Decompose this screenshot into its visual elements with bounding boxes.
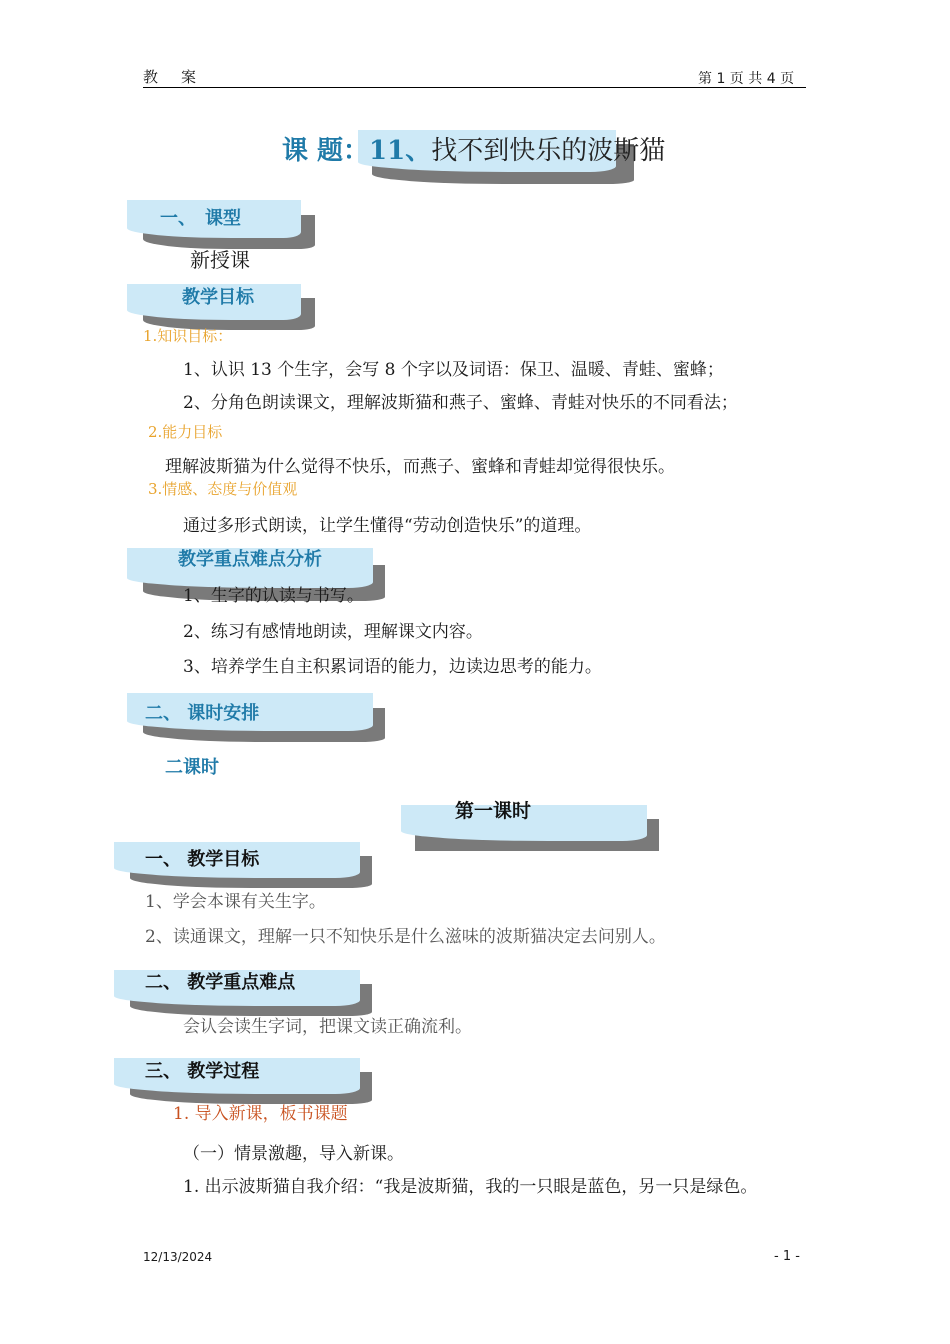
goal-item-1: 1、学会本课有关生字。	[145, 892, 326, 912]
ability-text: 理解波斯猫为什么觉得不快乐，而燕子、蜜蜂和青蛙却觉得很快乐。	[165, 457, 675, 477]
footer-date: 12/13/2024	[143, 1250, 213, 1264]
section2-heading: 二、 课时安排	[145, 703, 260, 724]
process-sub: （一）情景激趣，导入新课。	[183, 1144, 404, 1164]
keypoints-heading: 教学重点难点分析	[178, 549, 322, 570]
emotion-text: 通过多形式朗读，让学生懂得“劳动创造快乐”的道理。	[183, 516, 592, 536]
lesson1-heading: 第一课时	[455, 800, 532, 822]
section1-content: 新授课	[190, 248, 250, 272]
emotion-label: 3.情感、态度与价值观	[148, 480, 298, 498]
goals-heading: 一、 教学目标	[145, 849, 260, 870]
objectives-heading: 教学目标	[182, 287, 254, 308]
knowledge-item-1: 1、认识 13 个生字，会写 8 个字以及词语：保卫、温暖、青蛙、蜜蜂；	[183, 360, 724, 380]
keypoint-item-1: 1、生字的认读与书写。	[183, 586, 364, 606]
difficulty-text: 会认会读生字词，把课文读正确流利。	[183, 1017, 472, 1037]
lesson1-banner	[401, 805, 663, 853]
header-right: 第 1 页 共 4 页	[698, 71, 795, 87]
process-item: 1. 出示波斯猫自我介绍：“我是波斯猫，我的一只眼是蓝色，另一只是绿色。	[183, 1177, 758, 1197]
keypoint-item-3: 3、培养学生自主积累词语的能力，边读边思考的能力。	[183, 657, 602, 677]
header-rule	[143, 87, 806, 88]
ability-label: 2.能力目标	[148, 423, 223, 441]
footer-page: - 1 -	[774, 1249, 800, 1264]
goal-item-2: 2、读通课文，理解一只不知快乐是什么滋味的波斯猫决定去问别人。	[145, 927, 666, 947]
page-title	[282, 130, 665, 167]
section1-heading: 一、 课型	[160, 208, 241, 229]
header-left: 教 案	[143, 68, 201, 86]
title-main: 找不到快乐的波斯猫	[431, 136, 666, 166]
difficulty-heading: 二、 教学重点难点	[145, 972, 296, 993]
keypoint-item-2: 2、练习有感情地朗读，理解课文内容。	[183, 622, 483, 642]
title-prefix: 课 题：11、	[282, 136, 432, 166]
knowledge-item-2: 2、分角色朗读课文，理解波斯猫和燕子、蜜蜂、青蛙对快乐的不同看法；	[183, 393, 738, 413]
process-step: 1. 导入新课，板书课题	[173, 1104, 348, 1124]
knowledge-label: 1.知识目标：	[143, 327, 233, 345]
section2-content: 二课时	[165, 757, 219, 778]
process-heading: 三、 教学过程	[145, 1061, 260, 1082]
